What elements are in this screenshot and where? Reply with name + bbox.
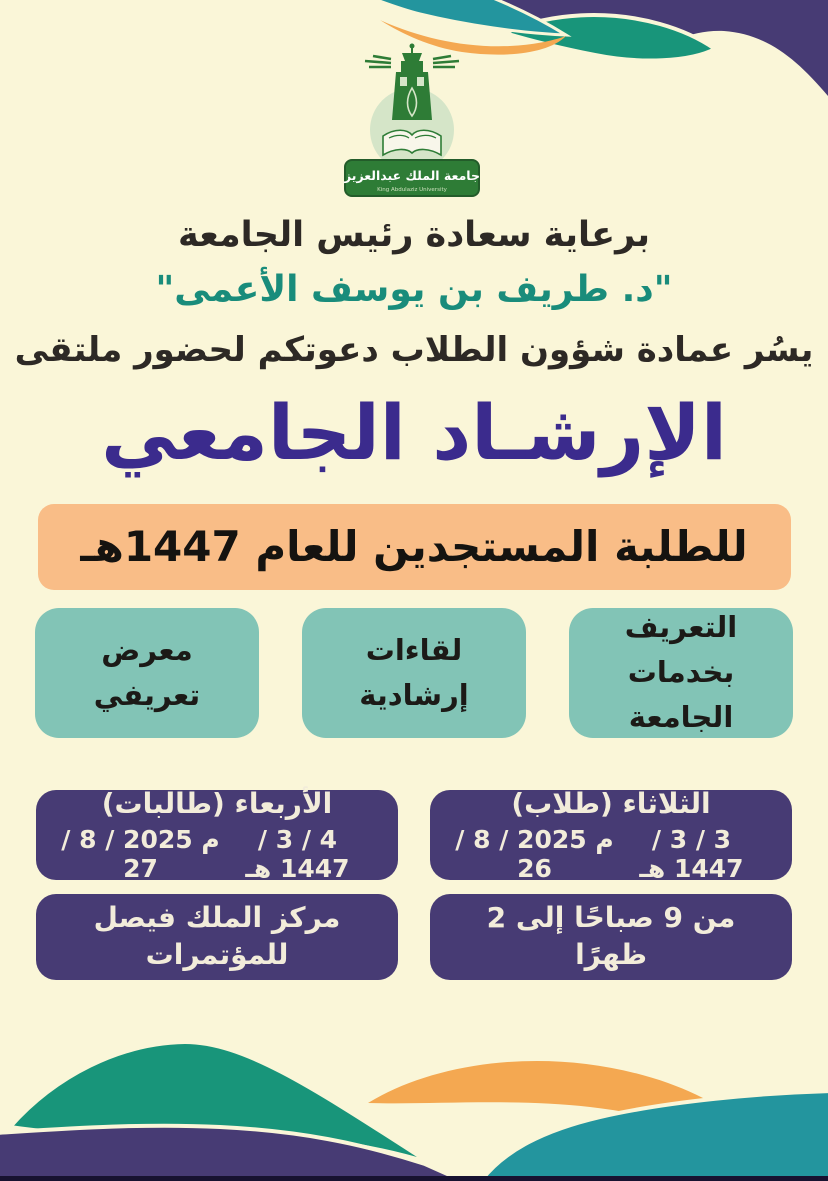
bottom-wave-decoration [0,1031,828,1181]
feature-card-guidance-meetings [302,608,526,738]
session-title: الثلاثاء (طلاب) [511,787,711,821]
feature-card-services [569,608,793,738]
session-card-male-students [430,787,792,883]
bottom-purple-wave [0,1126,472,1181]
logo-university-name: جامعة الملك عبدالعزيز [343,168,481,183]
audience-banner-label: للطلبة المستجدين للعام 1447هـ [80,522,748,572]
feature-label: لقاءات إرشادية [359,632,469,712]
session-gregorian-date: م 2025 / 8 / 26 [455,824,614,883]
audience-banner [38,504,791,590]
patronage-line: برعاية سعادة رئيس الجامعة [177,215,651,255]
feature-label: معرض تعريفي [93,632,201,712]
session-hijri-date: 4 / 3 / 1447 هـ [245,824,350,883]
event-title: الإرشـاد الجامعي [101,387,727,477]
bottom-edge-bar [0,1176,828,1181]
logo-university-name-en: King Abdulaziz University [377,187,447,193]
venue-card [36,894,398,980]
invitation-line: يسُر عمادة شؤون الطلاب دعوتكم لحضور ملتقى [14,330,814,371]
bottom-teal-wave [478,1091,828,1181]
feature-label: التعريف بخدمات الجامعة [624,610,738,735]
logistics-row [36,894,792,980]
session-title: الأربعاء (طالبات) [101,787,333,821]
venue-label: مركز الملك فيصل للمؤتمرات [93,901,341,971]
bottom-green-hill [10,1042,430,1163]
feature-card-exhibition [35,608,259,738]
bottom-orange-wave [368,1061,768,1143]
president-name: "د. طريف بن يوسف الأعمى" [155,269,673,311]
features-row [35,608,793,738]
session-card-female-students [36,787,398,883]
session-gregorian-date: م 2025 / 8 / 27 [61,824,220,883]
session-dates [60,825,374,883]
time-card [430,894,792,980]
time-label: من 9 صباحًا إلى 2 ظهرًا [486,901,736,971]
sessions-row [36,787,792,883]
session-dates [454,825,768,883]
session-hijri-date: 3 / 3 / 1447 هـ [639,824,744,883]
